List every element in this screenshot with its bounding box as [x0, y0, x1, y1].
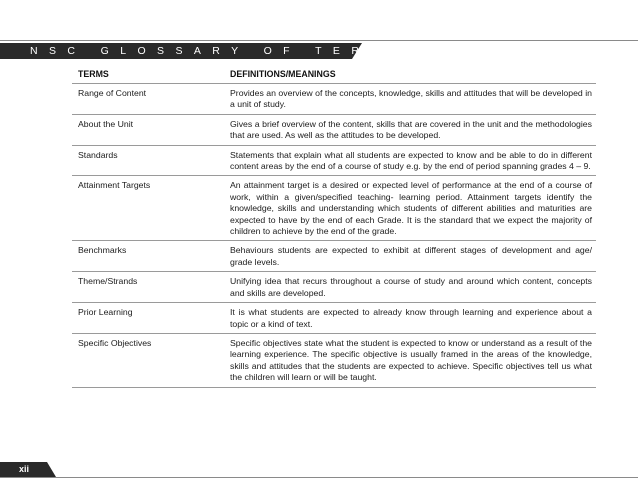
definition-cell: Provides an overview of the concepts, knowledge, skills and attitudes that will be developed in a unit of study. [224, 84, 596, 115]
table-row [72, 241, 596, 272]
table-row [72, 114, 596, 145]
page-header-title: NSC GLOSSARY OF TERMS [30, 45, 409, 57]
term-cell: Attainment Targets [72, 176, 224, 241]
column-header-definitions: DEFINITIONS/MEANINGS [224, 64, 596, 84]
table-row [72, 176, 596, 241]
definition-cell: Specific objectives state what the student is expected to know or understand as a result of the learning experience. The specific objective is usually framed in the areas of the knowledge, skills and attitudes that the students are expected to achieve. Specific objectives tell us what the children will learn or will be taught. [224, 333, 596, 387]
table-row [72, 333, 596, 387]
term-cell: Standards [72, 145, 224, 176]
definition-cell: Unifying idea that recurs throughout a course of study and around which content, concepts and skills are developed. [224, 272, 596, 303]
definition-cell: Gives a brief overview of the content, skills that are covered in the unit and the methodologies that are used. As well as the attitudes to be developed. [224, 114, 596, 145]
glossary-table [72, 64, 596, 388]
term-cell: Range of Content [72, 84, 224, 115]
column-header-terms: TERMS [72, 64, 224, 84]
definition-cell: Statements that explain what all students are expected to know and be able to do in different content areas by the end of a course of study e.g. by the end of period spanning grades 4 – 9. [224, 145, 596, 176]
definition-cell: It is what students are expected to already know through learning and experience about a topic or a kind of text. [224, 303, 596, 334]
term-cell: Benchmarks [72, 241, 224, 272]
table-row [72, 84, 596, 115]
definition-cell: Behaviours students are expected to exhibit at different stages of development and age/ grade levels. [224, 241, 596, 272]
definition-cell: An attainment target is a desired or expected level of performance at the end of a course of work, within a given/specified teaching- learning period. Attainment targets identify the knowledge, skills and understanding which students of different abilities and maturities are expected to have by the end of each Grade. It is the standard that we expect the majority of children to achieve by the end of the grade. [224, 176, 596, 241]
table-row [72, 272, 596, 303]
term-cell: Specific Objectives [72, 333, 224, 387]
bottom-divider [0, 477, 638, 478]
term-cell: Theme/Strands [72, 272, 224, 303]
table-row [72, 145, 596, 176]
term-cell: Prior Learning [72, 303, 224, 334]
top-divider [0, 40, 638, 41]
table-row [72, 303, 596, 334]
table-header-row [72, 64, 596, 84]
term-cell: About the Unit [72, 114, 224, 145]
page-number: xii [19, 464, 30, 474]
